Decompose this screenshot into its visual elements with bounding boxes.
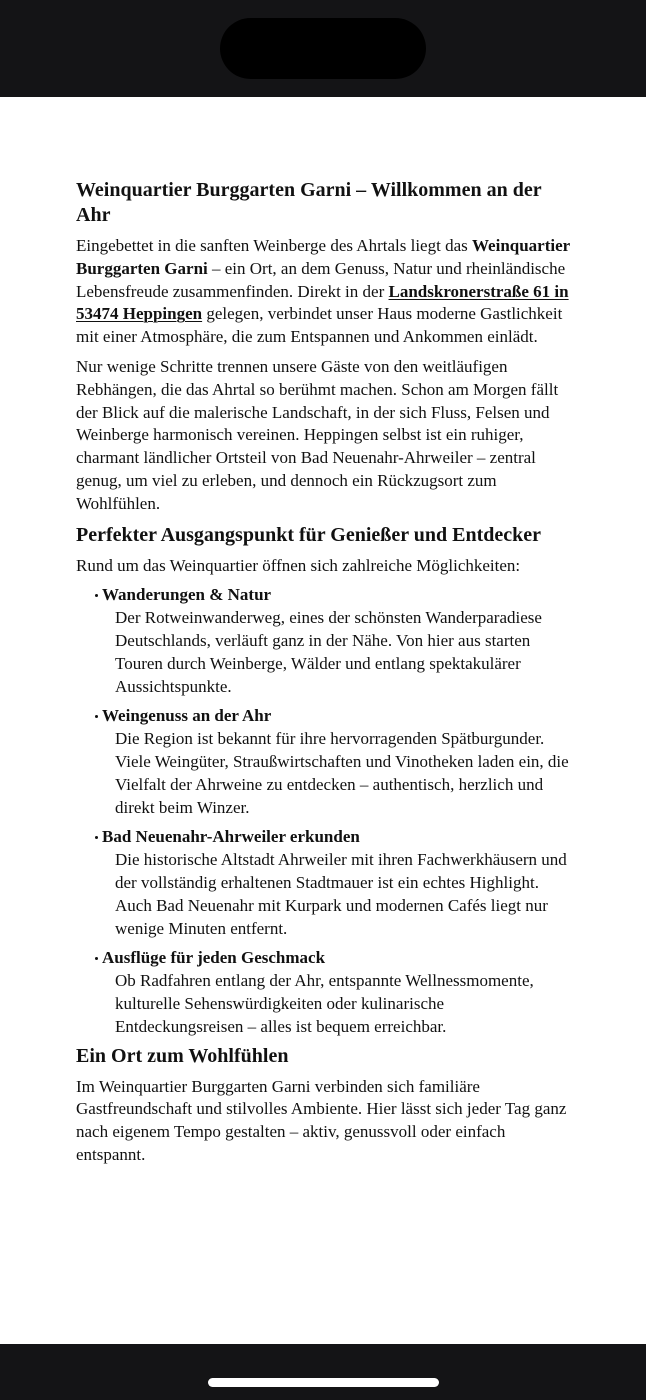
closing-paragraph: Im Weinquartier Burggarten Garni verbinden sich familiäre Gastfreundschaft und stilvolles Ambiente. Hier lässt sich jeder Tag ganz nach eigenem Tempo gestalten – aktiv, genussvoll oder einfach entspannt. xyxy=(76,1076,567,1164)
section-heading-wellbeing: Ein Ort zum Wohlfühlen xyxy=(76,1044,289,1067)
section-heading-starting-point: Perfekter Ausgangspunkt für Genießer und Entdecker xyxy=(76,523,542,546)
bullet-icon xyxy=(95,836,98,839)
intro-text-1: Eingebettet in die sanften Weinberge des Ahrtals liegt das xyxy=(76,236,472,255)
section-lead: Rund um das Weinquartier öffnen sich zahlreiche Möglichkeiten: xyxy=(76,555,521,575)
location-paragraph: Nur wenige Schritte trennen unsere Gäste von den weitläufigen Rebhängen, die das Ahrtal so berühmt machen. Schon am Morgen fällt der Blick auf die malerische Landschaft, in der sich Fluss, Felsen und Weinberge harmonisch vereinen. Heppingen selbst ist ein ruhiger, charmant ländlicher Ortsteil von Bad Neuenahr-Ahrweiler – zentral genug, um viel zu erleben, und dennoch ein Rückzugsort zum Wohlfühlen. xyxy=(76,356,559,513)
article xyxy=(76,178,576,1174)
list-item-title: Weingenuss an der Ahr xyxy=(102,706,272,726)
list-item xyxy=(95,826,576,940)
bottom-bar xyxy=(0,1344,646,1400)
dynamic-island xyxy=(220,18,426,79)
bullet-icon xyxy=(95,715,98,718)
page-title: Weinquartier Burggarten Garni – Willkommen an der Ahr xyxy=(76,179,542,226)
list-item xyxy=(95,584,576,698)
list-item-body: Die historische Altstadt Ahrweiler mit ihren Fachwerkhäusern und der vollständig erhaltenen Stadtmauer ist ein echtes Highlight. Auch Bad Neuenahr mit Kurpark und modernen Cafés liegt nur wenige Minuten entfernt. xyxy=(115,850,567,938)
list-item-body: Ob Radfahren entlang der Ahr, entspannte Wellnessmomente, kulturelle Sehenswürdigkeiten oder kulinarische Entdeckungsreisen – alles ist bequem erreichbar. xyxy=(115,971,534,1036)
list-item xyxy=(95,705,576,819)
status-bar xyxy=(0,0,646,97)
list-item-body: Die Region ist bekannt für ihre hervorragenden Spätburgunder. Viele Weingüter, Straußwirtschaften und Vinotheken laden ein, die Vielfalt der Ahrweine zu entdecken – authentisch, herzlich und direkt beim Winzer. xyxy=(115,729,569,817)
bullet-icon xyxy=(95,957,98,960)
list-item-title: Ausflüge für jeden Geschmack xyxy=(102,948,326,968)
bullet-icon xyxy=(95,594,98,597)
list-item-title: Bad Neuenahr-Ahrweiler erkunden xyxy=(102,827,360,847)
list-item xyxy=(95,947,576,1038)
list-item-title: Wanderungen & Natur xyxy=(102,585,272,605)
intro-text-3: gelegen, verbindet unser Haus moderne Gastlichkeit mit einer Atmosphäre, die zum Entspannen und Ankommen einlädt. xyxy=(76,304,563,347)
intro-paragraph xyxy=(76,235,576,349)
address-link[interactable]: Landskronerstraße 61 in 53474 Heppingen xyxy=(76,281,569,324)
home-indicator[interactable] xyxy=(208,1378,439,1387)
hotel-name: Weinquartier Burggarten Garni xyxy=(76,236,570,278)
intro-text-2: – ein Ort, an dem Genuss, Natur und rheinländische Lebensfreude zusammenfinden. Direkt in der xyxy=(76,258,566,301)
activities-list xyxy=(76,584,576,1038)
list-item-body: Der Rotweinwanderweg, eines der schönsten Wanderparadiese Deutschlands, verläuft ganz in der Nähe. Von hier aus starten Touren durch Weinberge, Wälder und entlang spektakulärer Aussichtspunkte. xyxy=(115,608,542,696)
